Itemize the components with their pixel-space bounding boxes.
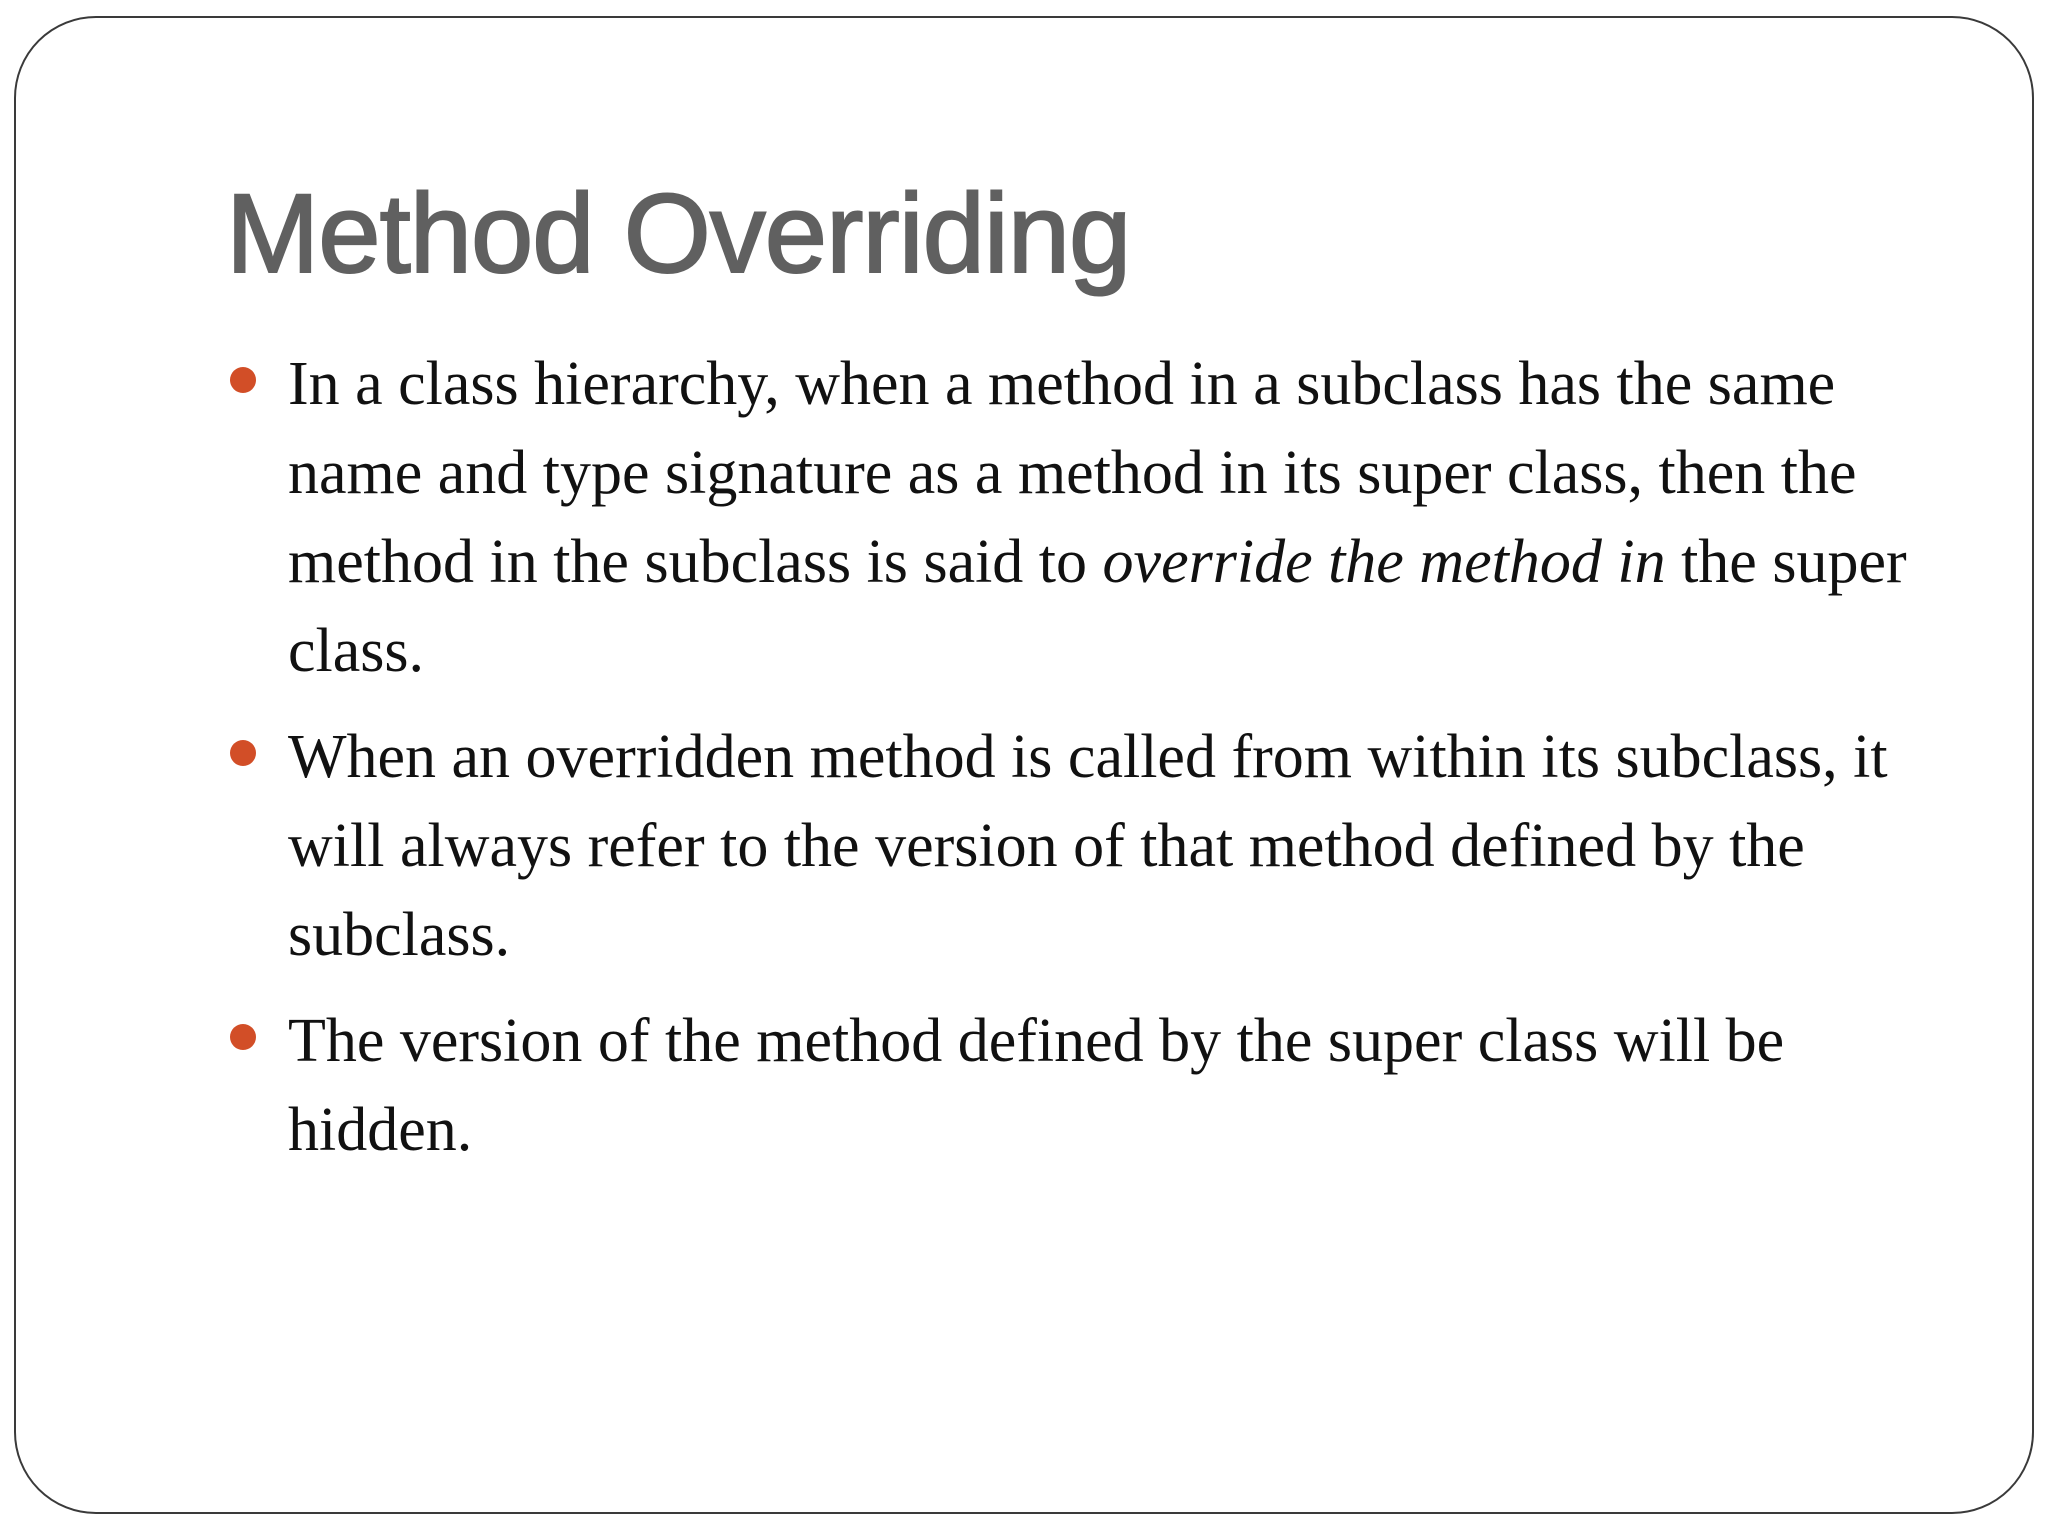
bullet-dot-icon	[230, 1024, 256, 1050]
slide-title: Method Overriding	[226, 171, 1131, 296]
bullet-1-text-end: the super class.	[288, 528, 1907, 685]
bullet-item-2	[222, 713, 1932, 980]
bullet-item-3	[222, 997, 1932, 1175]
bullet-list	[222, 340, 1932, 1192]
bullet-3-text: The version of the method defined by the super class will be hidden.	[288, 1007, 1785, 1164]
bullet-dot-icon	[230, 740, 256, 766]
bullet-1-italic-text: override the method in	[1102, 528, 1666, 596]
bullet-2-text: When an overridden method is called from within its subclass, it will always refer to the version of that method defined by the subclass.	[288, 723, 1888, 969]
bullet-1-text-start: In a class hierarchy, when a method in a subclass has the same name and type signature as a method in its super class, then the method in the subclass is said to	[288, 350, 1857, 596]
bullet-dot-icon	[230, 367, 256, 393]
bullet-item-1	[222, 340, 1932, 696]
